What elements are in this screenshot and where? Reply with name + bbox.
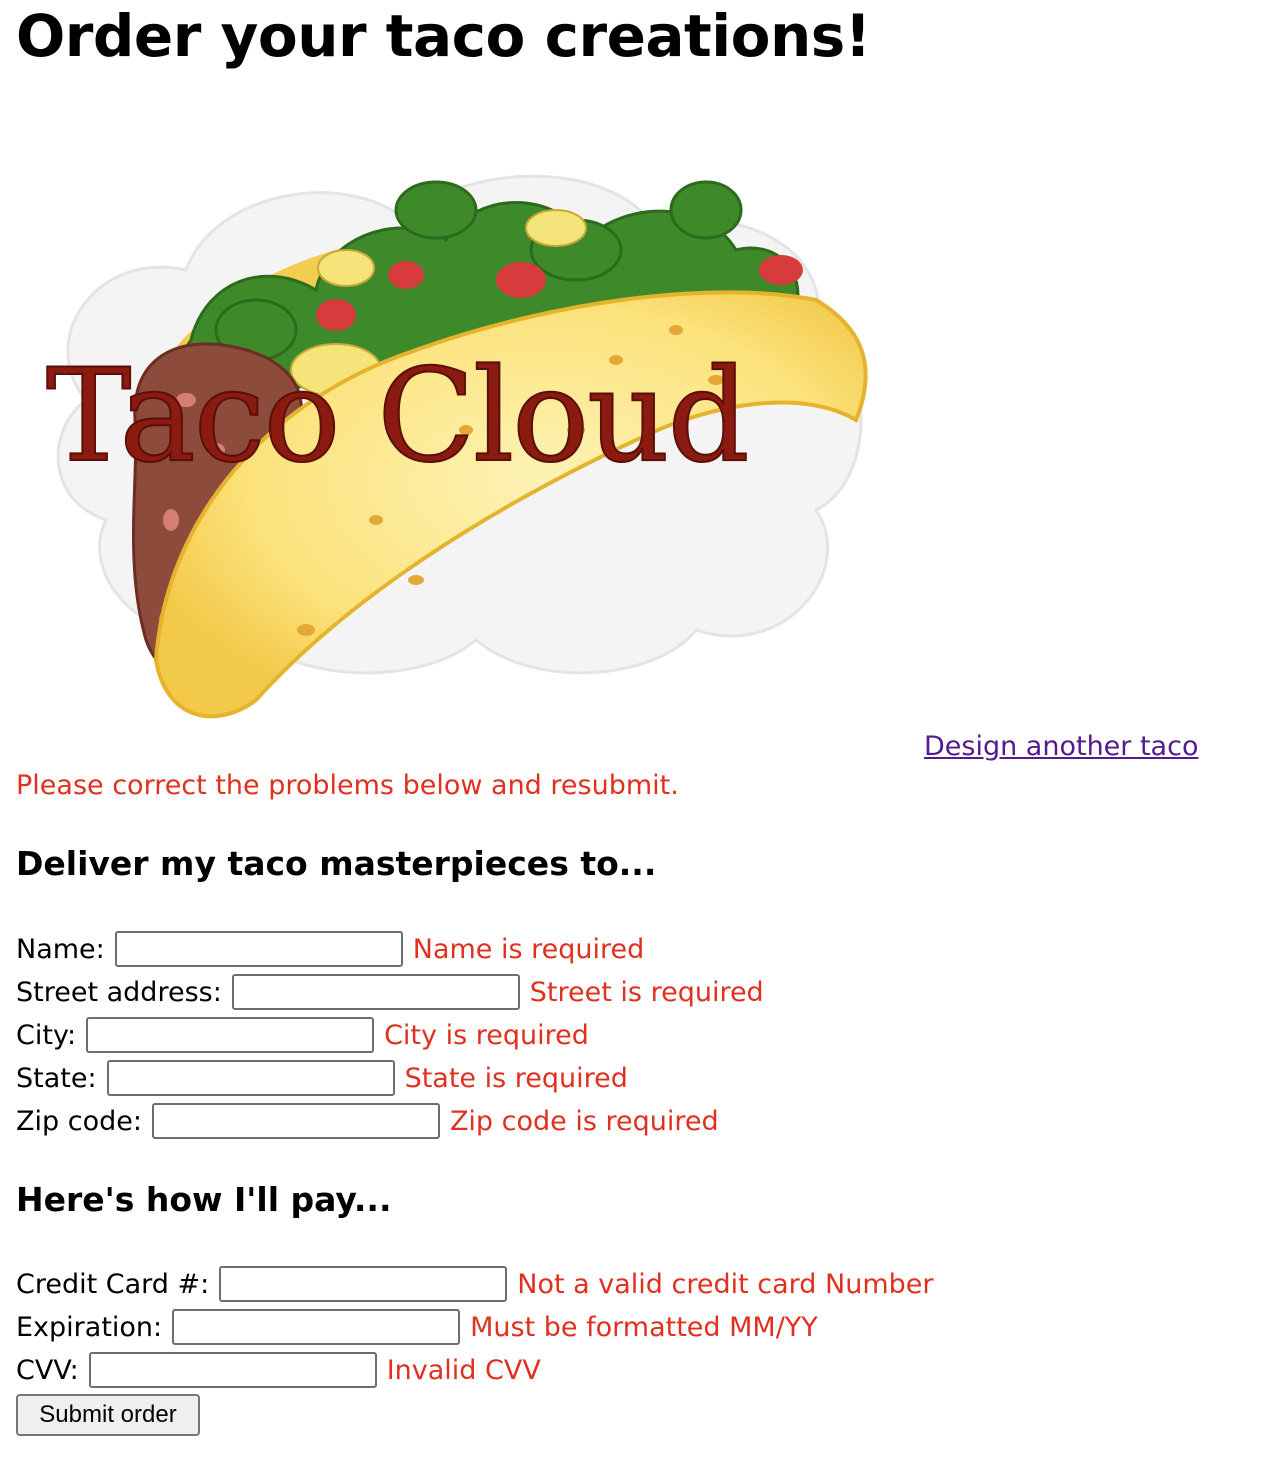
street-label: Street address:	[16, 976, 222, 1008]
cvv-input[interactable]	[89, 1352, 377, 1388]
logo-text: Taco Cloud	[46, 342, 748, 491]
credit-card-row	[16, 1264, 933, 1304]
cvv-row	[16, 1350, 541, 1390]
expiration-label: Expiration:	[16, 1311, 163, 1343]
expiration-row	[16, 1307, 818, 1347]
credit-card-error: Not a valid credit card Number	[517, 1268, 934, 1300]
city-error: City is required	[384, 1019, 589, 1051]
expiration-input[interactable]	[172, 1309, 460, 1345]
cvv-label: CVV:	[16, 1354, 79, 1386]
cvv-error: Invalid CVV	[386, 1354, 541, 1386]
page-title: Order your taco creations!	[16, 2, 871, 70]
state-label: State:	[16, 1062, 97, 1094]
street-error: Street is required	[529, 976, 764, 1008]
street-row	[16, 972, 764, 1012]
submit-order-button[interactable]: Submit order	[16, 1394, 200, 1436]
credit-card-input[interactable]	[219, 1266, 507, 1302]
state-error: State is required	[404, 1062, 628, 1094]
name-error: Name is required	[412, 933, 645, 965]
zip-row	[16, 1101, 719, 1141]
payment-heading: Here's how I'll pay...	[16, 1180, 392, 1219]
state-input[interactable]	[107, 1060, 395, 1096]
expiration-error: Must be formatted MM/YY	[470, 1311, 818, 1343]
delivery-heading: Deliver my taco masterpieces to...	[16, 844, 657, 883]
city-input[interactable]	[86, 1017, 374, 1053]
taco-cloud-logo	[16, 100, 896, 740]
form-error-banner: Please correct the problems below and resubmit.	[16, 770, 679, 801]
name-row	[16, 929, 644, 969]
state-row	[16, 1058, 628, 1098]
city-row	[16, 1015, 589, 1055]
city-label: City:	[16, 1019, 77, 1051]
street-input[interactable]	[232, 974, 520, 1010]
zip-input[interactable]	[152, 1103, 440, 1139]
name-label: Name:	[16, 933, 105, 965]
design-another-taco-link[interactable]: Design another taco	[924, 731, 1199, 762]
zip-label: Zip code:	[16, 1105, 142, 1137]
name-input[interactable]	[115, 931, 403, 967]
credit-card-label: Credit Card #:	[16, 1268, 210, 1300]
zip-error: Zip code is required	[449, 1105, 719, 1137]
